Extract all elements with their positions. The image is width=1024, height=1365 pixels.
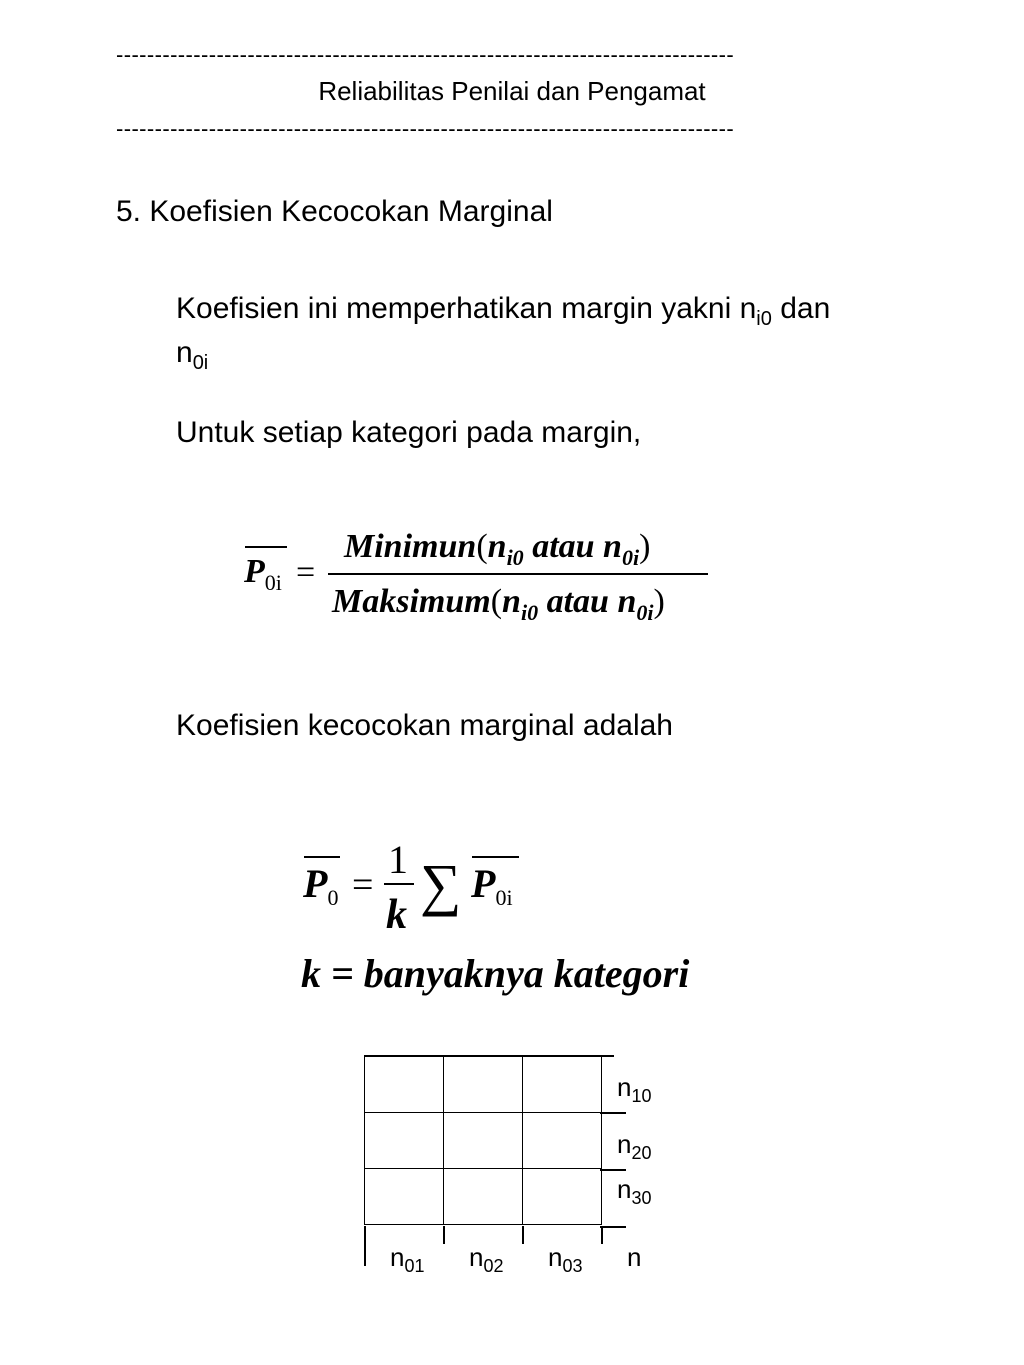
- symbol-p: P: [303, 861, 328, 906]
- label-sub: 02: [483, 1256, 504, 1276]
- paragraph-each-category: Untuk setiap kategori pada margin,: [176, 416, 642, 449]
- col-rule-extension: [364, 1226, 366, 1266]
- symbol-p: P: [471, 861, 496, 906]
- label-sub: 01: [404, 1256, 425, 1276]
- row-rule-extension: [600, 1112, 626, 1114]
- symbol-n: n: [603, 528, 622, 565]
- symbol-n: n: [502, 583, 521, 620]
- table-row: [365, 1169, 602, 1225]
- total-label-n: n: [627, 1242, 642, 1272]
- fraction-denominator: [386, 894, 407, 936]
- col-rule-extension: [443, 1226, 445, 1244]
- symbol-n: n: [487, 528, 507, 565]
- label-base: n: [390, 1242, 405, 1272]
- rparen: ): [639, 528, 651, 565]
- row-rule-extension: [600, 1226, 626, 1228]
- header-divider-bottom: --------------------------------------------------------------------------------: [116, 118, 735, 140]
- label-base: n: [617, 1072, 632, 1102]
- subscript-i0: i0: [756, 308, 772, 330]
- equals-sign-2: [352, 866, 373, 904]
- col-label-n03: [548, 1242, 583, 1276]
- row-label-n20: [617, 1129, 652, 1163]
- table-cell: [365, 1113, 444, 1169]
- col-rule-extension: [522, 1226, 524, 1244]
- contingency-grid: [364, 1056, 602, 1225]
- section-heading: 5. Koefisien Kecocokan Marginal: [116, 195, 553, 228]
- formula2-lhs: [303, 861, 339, 910]
- subscript-i0: i0: [520, 600, 539, 625]
- label-sub: 30: [631, 1188, 652, 1208]
- atau-word: atau: [546, 583, 609, 620]
- symbol-p: P: [244, 553, 265, 590]
- page-header-title: Reliabilitas Penilai dan Pengamat: [318, 76, 706, 106]
- label-sub: 03: [562, 1256, 583, 1276]
- subscript-0i: 0i: [495, 885, 513, 910]
- table-cell: [523, 1113, 602, 1169]
- minimun-fn: Minimun: [344, 528, 477, 565]
- table-cell: [523, 1057, 602, 1113]
- subscript-0: 0: [327, 885, 339, 910]
- subscript-i0: i0: [506, 545, 524, 570]
- equals-symbol: =: [352, 864, 374, 906]
- label-sub: 20: [631, 1143, 652, 1163]
- label-base: n: [617, 1129, 632, 1159]
- paragraph-text-n: n: [176, 336, 193, 369]
- label-base: n: [548, 1242, 563, 1272]
- subscript-0i: 0i: [621, 545, 640, 570]
- formula-denominator: [332, 583, 665, 625]
- k-definition: k = banyaknya kategori: [301, 951, 690, 996]
- table-cell: [523, 1169, 602, 1225]
- paragraph-marginal-is: Koefisien kecocokan marginal adalah: [176, 709, 673, 742]
- label-base: n: [617, 1174, 632, 1204]
- formula-numerator: [344, 528, 651, 570]
- symbol-n: n: [617, 583, 637, 620]
- label-sub: 10: [631, 1086, 652, 1106]
- col-rule-extension: [601, 1226, 603, 1244]
- equals-symbol: =: [296, 554, 316, 591]
- row-rule-extension: [600, 1169, 626, 1171]
- paragraph-margin-intro-line2: [176, 336, 209, 374]
- row-label-n30: [617, 1174, 652, 1208]
- lparen: (: [490, 583, 503, 620]
- sigma-symbol: ∑: [420, 852, 462, 917]
- overline-p0i: [245, 546, 287, 548]
- table-cell: [444, 1057, 523, 1113]
- equals-sign: [296, 556, 315, 590]
- paragraph-text: Koefisien ini memperhatikan margin yakni n: [176, 292, 757, 325]
- paragraph-text-dan: dan: [771, 292, 831, 325]
- symbol-k: k: [386, 892, 407, 938]
- overline-p0i-2: [472, 856, 519, 858]
- subscript-0i: 0i: [636, 600, 654, 625]
- table-row: [365, 1057, 602, 1113]
- overline-p0: [304, 856, 340, 858]
- table-cell: [365, 1169, 444, 1225]
- fraction-bar-2: [384, 883, 414, 885]
- col-label-n01: [390, 1242, 425, 1276]
- sigma-icon: [420, 852, 462, 917]
- subscript-0i: 0i: [264, 570, 282, 595]
- row-label-n10: [617, 1072, 652, 1106]
- table-row: [365, 1113, 602, 1169]
- label-base: n: [469, 1242, 484, 1272]
- header-divider-top: --------------------------------------------------------------------------------: [116, 44, 735, 66]
- col-label-n02: [469, 1242, 504, 1276]
- formula2-term: [471, 861, 513, 910]
- atau-word: atau: [532, 528, 595, 565]
- maksimum-fn: Maksimum: [332, 583, 491, 620]
- subscript-0i: 0i: [192, 352, 209, 374]
- numeral-one: 1: [388, 837, 408, 882]
- table-cell: [365, 1057, 444, 1113]
- paragraph-margin-intro-line1: [176, 292, 831, 330]
- fraction-numerator: [388, 837, 408, 882]
- rparen: ): [653, 583, 665, 620]
- table-cell: [444, 1169, 523, 1225]
- lparen: (: [476, 528, 488, 565]
- fraction-bar: [328, 573, 708, 575]
- formula-lhs: [244, 553, 282, 595]
- table-cell: [444, 1113, 523, 1169]
